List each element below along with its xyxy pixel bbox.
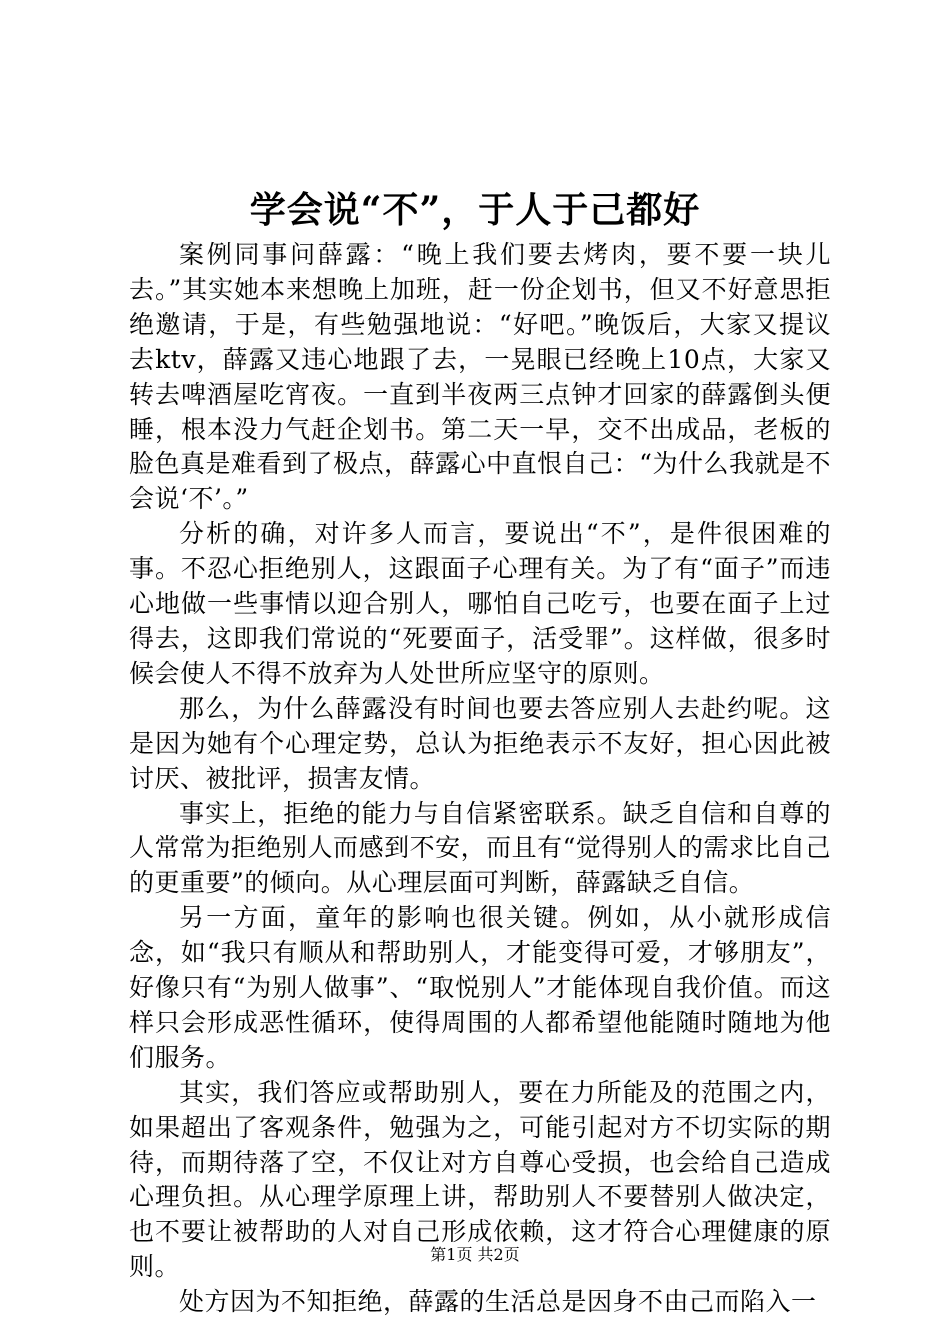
- paragraph-analysis: 分析的确，对许多人而言，要说出“不”，是件很困难的事。不忍心拒绝别人，这跟面子心理有关。为了有“面子”而违心地做一些事情以迎合别人，哪怕自己吃亏，也要在面子上过得去，这即我们常说的“死要面子，活受罪”。这样做，很多时候会使人不得不放弃为人处世所应坚守的原则。: [129, 519, 831, 688]
- paragraph-prescription: 处方因为不知拒绝，薛露的生活总是因身不由己而陷入一: [179, 1287, 817, 1317]
- paragraph-reason: 那么，为什么薛露没有时间也要去答应别人去赴约呢。这是因为她有个心理定势，总认为拒绝表示不友好，担心因此被讨厌、被批评，损害友情。: [129, 693, 831, 793]
- paragraph-childhood: 另一方面，童年的影响也很关键。例如，从小就形成信念，如“我只有顺从和帮助别人，才能变得可爱，才够朋友”，好像只有“为别人做事”、“取悦别人”才能体现自我价值。而这样只会形成恶性循环，使得周围的人都希望他能随时随地为他们服务。: [129, 903, 831, 1072]
- paragraph-advice: 其实，我们答应或帮助别人，要在力所能及的范围之内，如果超出了客观条件，勉强为之，可能引起对方不切实际的期待，而期待落了空，不仅让对方自尊心受损，也会给自己造成心理负担。从心理学原理上讲，帮助别人不要替别人做决定，也不要让被帮助的人对自己形成依赖，这才符合心理健康的原则。: [129, 1077, 831, 1282]
- document-body: [129, 238, 831, 1320]
- paragraph-case: 案例同事问薛露：“晚上我们要去烤肉，要不要一块儿去。”其实她本来想晚上加班，赶一份企划书，但又不好意思拒绝邀请，于是，有些勉强地说：“好吧。”晚饭后，大家又提议去ktv，薛露又违心地跟了去，一晃眼已经晚上10点，大家又转去啤酒屋吃宵夜。一直到半夜两三点钟才回家的薛露倒头便睡，根本没力气赶企划书。第二天一早，交不出成品，老板的脸色真是难看到了极点，薛露心中直恨自己：“为什么我就是不会说‘不’。”: [129, 240, 831, 514]
- page-number-footer: 第1页 共2页: [430, 1245, 520, 1264]
- paragraph-confidence: 事实上，拒绝的能力与自信紧密联系。缺乏自信和自尊的人常常为拒绝别人而感到不安，而且有“觉得别人的需求比自己的更重要”的倾向。从心理层面可判断，薛露缺乏自信。: [129, 798, 831, 898]
- document-title: 学会说“不”，于人于己都好: [249, 189, 701, 231]
